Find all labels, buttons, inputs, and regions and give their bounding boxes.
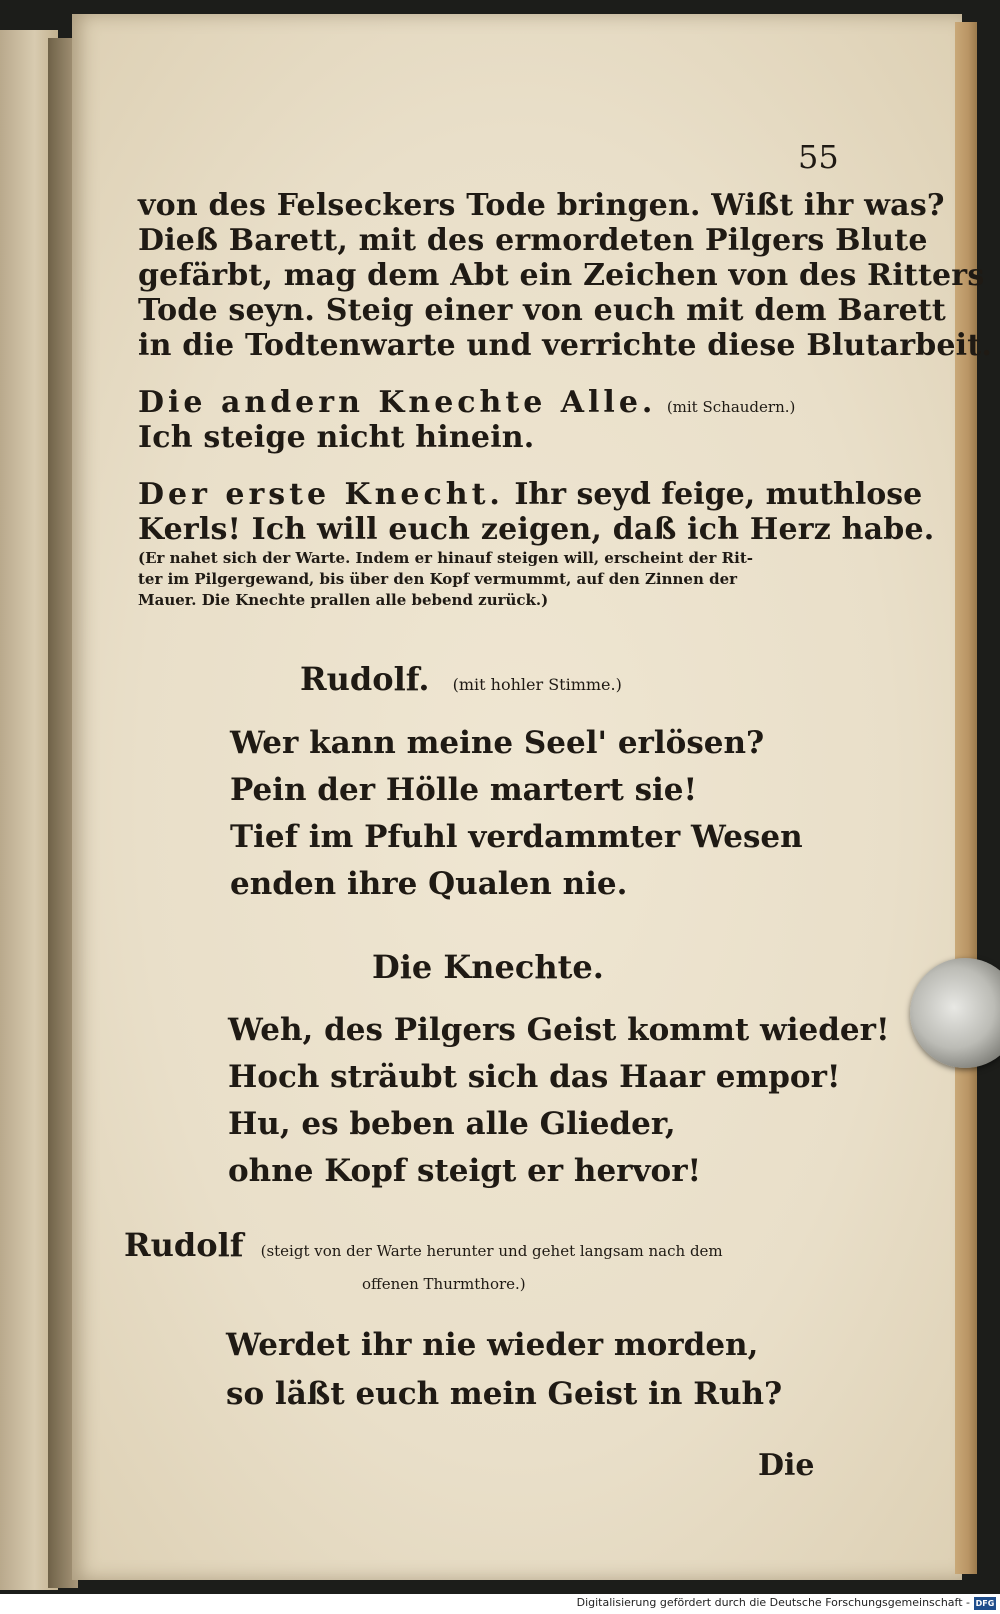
- speaker-name: Die Knechte.: [372, 948, 604, 986]
- stage-direction: (steigt von der Warte herunter und gehet langsam nach dem: [260, 1242, 723, 1260]
- verse-line: Pein der Hölle martert sie!: [230, 772, 698, 808]
- speech-heading-rudolf-2: [124, 1226, 723, 1264]
- prose-line: gefärbt, mag dem Abt ein Zeichen von des Ritters: [138, 258, 985, 293]
- speech-text: Ihr seyd feige, muthlose: [514, 477, 923, 512]
- verse-line: Hu, es beben alle Glieder,: [228, 1106, 676, 1142]
- verse-line: ohne Kopf steigt er hervor!: [228, 1153, 702, 1189]
- prose-line: von des Felseckers Tode bringen. Wißt ihr was?: [138, 188, 945, 223]
- stage-direction-line: (Er nahet sich der Warte. Indem er hinauf steigen will, erscheint der Rit-: [138, 549, 753, 567]
- stage-direction: (mit hohler Stimme.): [452, 675, 622, 694]
- stage-direction: (mit Schaudern.): [666, 398, 796, 416]
- speech-erste-knecht: [138, 477, 922, 512]
- speech-andern-knechte: [138, 385, 795, 420]
- stage-direction-line: ter im Pilgergewand, bis über den Kopf vermummt, auf den Zinnen der: [138, 570, 738, 588]
- verse-line: Weh, des Pilgers Geist kommt wieder!: [228, 1012, 890, 1048]
- speaker-name: Rudolf: [124, 1226, 244, 1264]
- speaker-name: Die andern Knechte Alle.: [138, 385, 657, 420]
- verse-line: Wer kann meine Seel' erlösen?: [230, 725, 765, 761]
- speech-heading-rudolf: [300, 660, 622, 698]
- prose-line: in die Todtenwarte und verrichte diese Blutarbeit.: [138, 328, 992, 363]
- verse-line: Tief im Pfuhl verdammter Wesen: [230, 819, 803, 855]
- stage-direction: offenen Thurmthore.): [362, 1275, 526, 1293]
- stage-direction-line: Mauer. Die Knechte prallen alle bebend zurück.): [138, 591, 549, 609]
- verse-line: enden ihre Qualen nie.: [230, 866, 628, 902]
- speech-line: Kerls! Ich will euch zeigen, daß ich Herz habe.: [138, 512, 935, 547]
- page-number: 55: [798, 138, 839, 176]
- speech-line: Ich steige nicht hinein.: [138, 420, 535, 455]
- book-edge-right: [955, 22, 977, 1574]
- dfg-logo-icon: DFG: [975, 1599, 995, 1608]
- verse-line: so läßt euch mein Geist in Ruh?: [226, 1376, 783, 1412]
- speaker-name: Der erste Knecht.: [138, 477, 504, 512]
- verse-line: Hoch sträubt sich das Haar empor!: [228, 1059, 841, 1095]
- prose-line: Tode seyn. Steig einer von euch mit dem Barett: [138, 293, 946, 328]
- footer-credit: Digitalisierung gefördert durch die Deutsche Forschungsgemeinschaft -: [576, 1596, 970, 1609]
- speaker-name: Rudolf.: [300, 660, 430, 698]
- catchword: Die: [758, 1448, 815, 1483]
- prose-line: Dieß Barett, mit des ermordeten Pilgers Blute: [138, 223, 928, 258]
- verse-line: Werdet ihr nie wieder morden,: [226, 1327, 759, 1363]
